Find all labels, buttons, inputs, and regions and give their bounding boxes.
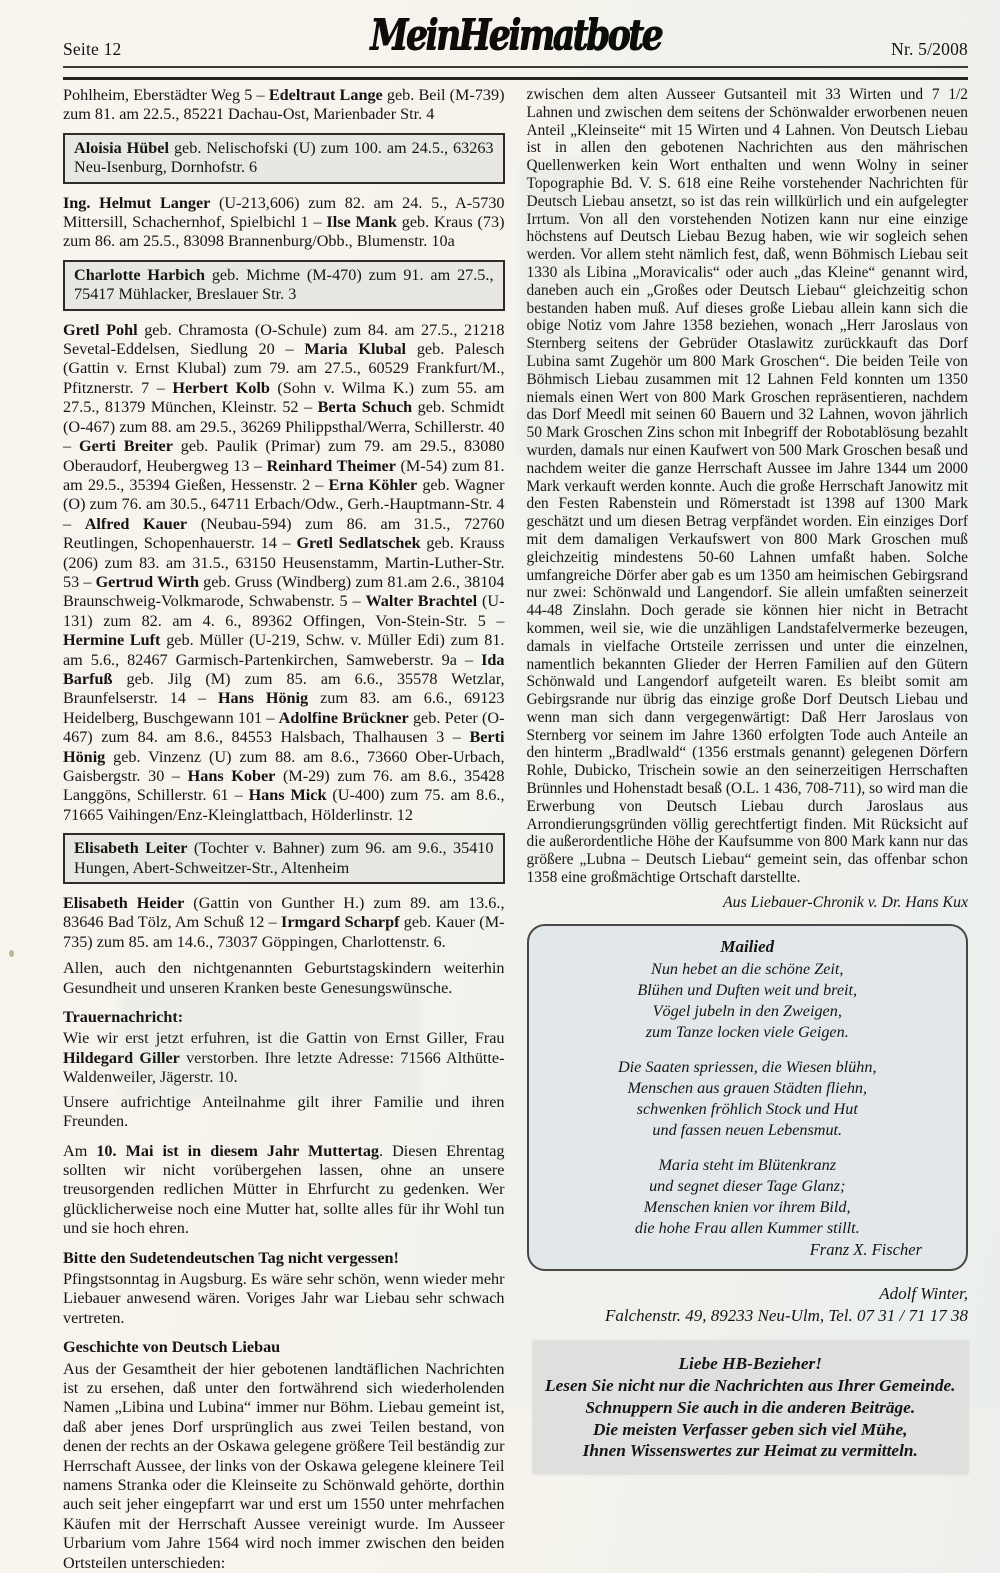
chronicle-attribution: Aus Liebauer-Chronik v. Dr. Hans Kux — [723, 893, 968, 911]
poem-line: Blühen und Duften weit und breit, — [637, 981, 858, 1000]
header-rule-thick — [63, 77, 968, 80]
header-rule-thin — [63, 66, 968, 68]
contact-name: Adolf Winter, — [879, 1284, 968, 1304]
poem-line: zum Tanze locken viele Geigen. — [645, 1023, 849, 1042]
obituary-paragraph: Wie wir erst jetzt erfuhren, ist die Gattin von Ernst Giller, Frau Hildegard Giller verstorben. Ihre letzte Adresse: 71566 Althütte-Waldenweiler, Jägerstr. 10. — [63, 1029, 505, 1087]
left-column — [63, 86, 505, 1572]
notice-line: Liebe HB-Bezieher! — [678, 1354, 822, 1374]
section-heading-geschichte: Geschichte von Deutsch Liebau — [63, 1338, 281, 1357]
history-continuation-paragraph: zwischen dem alten Ausseer Gutsanteil mit 33 Wirten und 7 1/2 Lahnen und zwischen dem seitens der Schönwalder erworbenen neuen Anteil „Kleinseite“ mit 15 Wirten und 4 Lahnen. Von Deutsch Liebau ist in allen den gebotenen Nachrichten aus den mährischen Quellenwerken kein Wort enthalten und wenn Wolny in seiner Topographie Bd. V. S. 618 eine Reihe vorstehender Nachrichten für Deutsch Liebau ansetzt, so ist das rein willkürlich und ein aufgelegter Irrtum. Von all den vorstehenden Notizen kann nur eine einzige höchstens auf Deutsch Liebau Bezug haben, wie wir sogleich sehen werden. Vor allem steht nämlich fest, daß, wenn Böhmisch Liebau seit 1330 als Libina „Moravicalis“ oder auch „das Kleine“ genannt wird, daneben auch ein „Großes oder Deutsch Liebau“ gleichzeitig schon bestanden haben muß. Auf dieses große Liebau allein kann sich die obige Notiz vom Jahre 1358 beziehen, wonach „Herr Jaroslaus von Sternberg seitens der Gebrüder Otaslawitz zurückkauft das Dorf Lubina samt Zugehör um 800 Mark Groschen“. Die beiden Teile von Böhmisch Liebau zusammen mit 12 Lahnen Feld konnten um 1350 niemals einen Wert von 800 Mark Groschen repräsentieren, nachdem das Dorf Meedl mit seinen 60 Bauern und 32 Lahnen, wovon jährlich 50 Mark Groschen Zins schon mit Inbegriff der Robotablösung bezahlt wurden, damals nur einen Kaufwert von 500 Mark Groschen besaß und nachdem weiter die ganze Herrschaft Aussee im Jahre 1344 um 2000 Mark verkauft werden konnte. Auch die große Herrschaft Janowitz mit den Festen Rabenstein und Römerstadt ist 1398 auf 1300 Mark geschätzt und um diesen Betrag verpfändet worden. Ein einziges Dorf mit dem damaligen Verkaufswert von 800 Mark Groschen muß gleichzeitig mindestens 50-60 Lahnen umfaßt haben. Solche umfangreiche Dörfer aber gab es um 1350 am heimischen Gebirgsrand nur zwei: Schönwald und Langendorf. Sie allein umfaßten seinerzeit 44-48 Zinslahn. Doch gerade sie können hier nicht in Betracht kommen, weil sie, wie die unzähligen Landstafelvermerke bezeugen, damals in vielfache Ortsteile zerrissen und unter die einzelnen, namentlich bekannten Glieder der Herren Familien auf den Gütern Schönwald und Langendorf aufgeteilt waren. Es bleibt somit am Gebirgsrande nur übrig das einzige große Dorf Deutsch Liebau und wenn man sich dann vergegenwärtigt: Daß Herr Jaroslaus von Sternberg vor seinem im Jahre 1360 erfolgten Tode auch Anteile an den hinterm „Bradlwald“ (1356 erstmals genannt) gelegenen Dörfern Rohle, Dubicko, Trischein sowie an den seinerzeitigen Herrschaften Brünnles und Hohenstadt besaß (O.L. 1 436, 708-711), so wird man die Erwerbung von Deutsch Liebau durch Jaroslaus aus Arrondierungsgründen völlig gerechtfertigt finden. Mit Rücksicht auf die außerordentliche Höhe der Kaufsumme von 800 Mark kann nur das größere „Lubna – Deutsch Liebau“ gemeint sein, das offenbar schon 1358 eine großmächtige Ortschaft darstellte. — [526, 86, 968, 887]
birthday-box-text: Charlotte Harbich geb. Michme (M-470) zum 91. am 27.5., 75417 Mühlacker, Breslauer Str. 3 — [74, 265, 494, 304]
scan-ghosting — [120, 980, 420, 1100]
poem-line: Nun hebet an die schöne Zeit, — [651, 960, 844, 979]
geschichte-paragraph: Aus der Gesamtheit der hier gebotenen landtäflichen Nachrichten ist zu ersehen, daß unter den fortwährend sich wiederholenden Namen „Libina und Lubina“ immer nur Böhm. Liebau gemeint ist, daß aber jenes Dorf ursprünglich aus zwei Teilen bestand, von denen der rechts an der Oskawa gelegene größere Teil beständig zur Herrschaft Aussee, der links von der Oskawa gelegene kleinere Teil namens Stranka oder die Kleinseite zu Schönwald gehörte, dorthin auch seit jeher eingepfarrt war und erst um 1550 unter mehrfachen Käufen mit der Herrschaft Aussee vereinigt wurde. Im Ausseer Urbarium vom Jahre 1564 wird noch immer zwischen den beiden Ortsteilen unterschieden: — [63, 1359, 505, 1572]
birthday-box-text: Aloisia Hübel geb. Nelischofski (U) zum 100. am 24.5., 63263 Neu-Isenburg, Dornhofstr. 6 — [74, 138, 494, 177]
poem-line: Die Saaten spriessen, die Wiesen blühn, — [617, 1058, 877, 1077]
right-column — [526, 86, 969, 1461]
poem-stanza — [547, 959, 949, 1043]
birthday-paragraph-intro: Pohlheim, Eberstädter Weg 5 – Edeltraut Lange geb. Beil (M-739) zum 81. am 22.5., 85221 Dachau-Ost, Marienbader Str. 4 — [63, 86, 505, 124]
poem-line: und segnet dieser Tage Glanz; — [649, 1177, 846, 1196]
birthday-paragraph-langer: Ing. Helmut Langer (U-213,606) zum 82. am 24. 5., A-5730 Mittersill, Schachernhof, Spielbichl 1 – Ilse Mank geb. Kraus (73) zum 86. am 25.5., 83098 Brannenburg/Obb., Blumenstr. 10a — [63, 193, 505, 251]
masthead-logo: MeinHeimatbote — [370, 10, 661, 59]
poem-line: schwenken fröhlich Stock und Hut — [636, 1100, 858, 1119]
poem-line: Vögel jubeln in den Zweigen, — [652, 1002, 842, 1021]
poem-author: Franz X. Fischer — [809, 1240, 922, 1260]
section-heading-sudetendeutscher-tag: Bitte den Sudetendeutschen Tag nicht vergessen! — [63, 1248, 399, 1267]
poem-line: Menschen aus grauen Städten fliehn, — [627, 1079, 868, 1098]
notice-line: Lesen Sie nicht nur die Nachrichten aus Ihrer Gemeinde. — [545, 1376, 956, 1396]
birthday-paragraph-long: Gretl Pohl geb. Chramosta (O-Schule) zum 84. am 27.5., 21218 Sevetal-Eddelsen, Siedlung 20 – Maria Klubal geb. Palesch (Gattin v. Ernst Klubal) zum 79. am 27.5., 60529 Frankfurt/M., Pfitznerstr. 7 – Herbert Kolb (Sohn v. Wilma K.) zum 55. am 27.5., 81379 München, Kleinstr. 52 – Berta Schuch geb. Schmidt (O-467) zum 88. am 29.5., 36269 Philippsthal/Werra, Schillerstr. 40 – Gerti Breiter geb. Paulik (Primar) zum 79. am 29.5., 83080 Oberaudorf, Heubergweg 13 – Reinhard Theimer (M-54) zum 81. am 29.5., 35394 Gießen, Hessenstr. 2 – Erna Köhler geb. Wagner (O) zum 76. am 30.5., 64711 Erbach/Odw., Gerh.-Hauptmann-Str. 4 – Alfred Kauer (Neubau-594) zum 86. am 31.5., 72760 Reutlingen, Schopenhauerstr. 14 – Gretl Sedlatschek geb. Krauss (206) zum 83. am 31.5., 63150 Heusenstamm, Martin-Luther-Str. 53 – Gertrud Wirth geb. Gruss (Windberg) zum 81.am 2.6., 38104 Braunschweig-Volkmarode, Schwabenstr. 5 – Walter Brachtel (U-131) zum 82. am 4. 6., 89362 Offingen, Von-Stein-Str. 5 – Hermine Luft geb. Müller (U-219, Schw. v. Müller Edi) zum 81. am 5.6., 82467 Garmisch-Partenkirchen, Samweberstr. 9a – Ida Barfuß geb. Jilg (M) zum 85. am 6.6., 35578 Wetzlar, Braunfelserstr. 14 – Hans Hönig zum 83. am 6.6., 69123 Heidelberg, Buschgewann 101 – Adolfine Brückner geb. Peter (O-467) zum 84. am 8.6., 84553 Halsbach, Thalhausen 3 – Berti Hönig geb. Vinzenz (U) zum 88. am 8.6., 73660 Ober-Urbach, Gaisbergstr. 30 – Hans Kober (M-29) zum 76. am 8.6., 35428 Langgöns, Schillerstr. 61 – Hans Mick (U-400) zum 75. am 8.6., 71665 Vaihingen/Enz-Kleinglattbach, Hölderlinstr. 12 — [63, 320, 505, 824]
poem-line: und fassen neuen Lebensmut. — [652, 1121, 843, 1140]
notice-line: Ihnen Wissenswertes zur Heimat zu vermitteln. — [582, 1441, 918, 1461]
birthday-box-text: Elisabeth Leiter (Tochter v. Bahner) zum 96. am 9.6., 35410 Hungen, Abert-Schweitzer-Str., Altenheim — [74, 839, 494, 877]
poem-line: Menschen knien vor ihrem Bild, — [643, 1198, 851, 1217]
issue-number: Nr. 5/2008 — [891, 39, 968, 59]
editor-contact — [527, 1283, 969, 1327]
birthday-box-leiter — [63, 833, 505, 884]
page-number: Seite 12 — [63, 39, 122, 59]
poem-stanza — [547, 1155, 949, 1239]
poem-stanza — [547, 1057, 949, 1141]
notice-line: Schnuppern Sie auch in die anderen Beiträge. — [585, 1397, 916, 1417]
page-header — [63, 0, 968, 84]
pfingstsonntag-paragraph: Pfingstsonntag in Augsburg. Es wäre sehr schön, wenn wieder mehr Liebauer anwesend wären. Voriges Jahr war Liebau sehr schwach vertreten. — [63, 1269, 505, 1327]
birthday-box-harbich — [63, 260, 505, 311]
contact-address: Falchenstr. 49, 89233 Neu-Ulm, Tel. 07 31 / 71 17 38 — [605, 1306, 968, 1326]
poem-line: Maria steht im Blütenkranz — [658, 1156, 837, 1175]
section-heading-trauernachricht: Trauernachricht: — [63, 1008, 184, 1027]
birthday-paragraph-heider: Elisabeth Heider (Gattin von Gunther H.) zum 89. am 13.6., 83646 Bad Tölz, Am Schuß 12 – Irmgard Scharpf geb. Kauer (M-735) zum 85. am 14.6., 73037 Göppingen, Charlottenstr. 6. — [63, 894, 505, 951]
poem-line: die hohe Frau allen Kummer stillt. — [634, 1219, 860, 1238]
condolence-paragraph: Unsere aufrichtige Anteilnahme gilt ihrer Familie und ihren Freunden. — [63, 1092, 505, 1131]
notice-line: Die meisten Verfasser geben sich viel Mühe, — [593, 1419, 908, 1439]
scan-speck — [9, 950, 14, 957]
birthday-box-huebel — [63, 133, 505, 184]
mailied-poem-box — [527, 924, 969, 1272]
scan-ghosting — [520, 160, 590, 460]
muttertag-paragraph: Am 10. Mai ist in diesem Jahr Muttertag. Diesen Ehrentag sollten wir nicht vorübergehen lassen, ohne an unsere treusorgenden redlichen Mütter in Ehrfurcht zu gedenken. Wer glücklicherweise noch eine Mutter hat, sollte alles für ihr Wohl tun und sie hoch ehren. — [63, 1141, 505, 1238]
wishes-paragraph: Allen, auch den nichtgenannten Geburtstagskindern weiterhin Gesundheit und unseren Kranken beste Genesungswünsche. — [63, 959, 505, 997]
poem-title: Mailied — [720, 936, 775, 956]
two-column-body — [63, 86, 968, 1572]
